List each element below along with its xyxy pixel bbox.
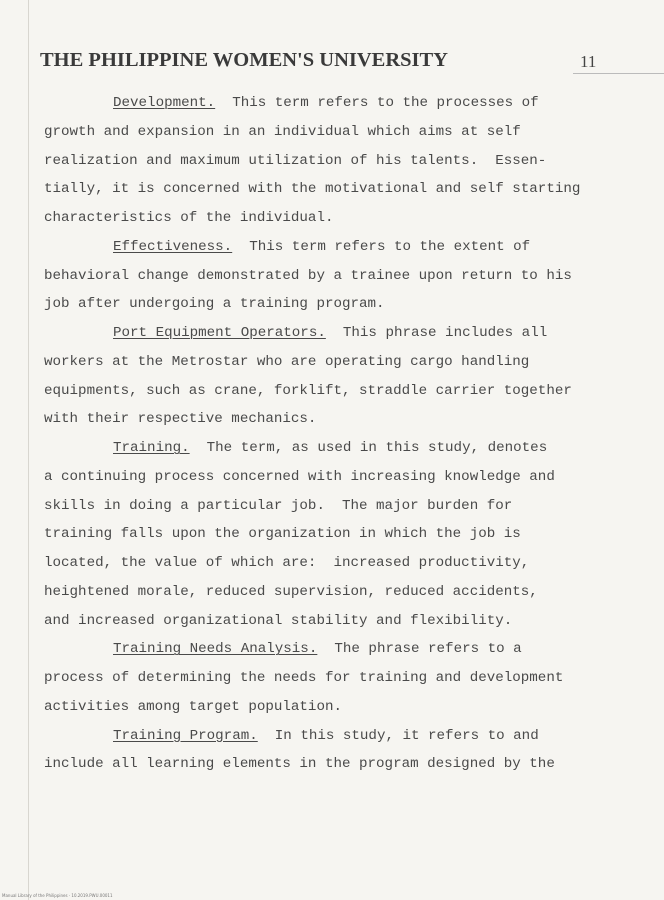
definition-training-program [44, 722, 614, 780]
definition-training-needs-analysis [44, 635, 614, 721]
text-line: workers at the Metrostar who are operating cargo handling [44, 353, 530, 370]
text-line: a continuing process concerned with increasing knowledge and [44, 468, 555, 485]
text-line: skills in doing a particular job. The major burden for [44, 497, 513, 514]
definition-text: The term, as used in this study, denotes [189, 440, 548, 456]
definition-first-line [44, 434, 614, 463]
text-line: training falls upon the organization in which the job is [44, 526, 521, 543]
text-line: process of determining the needs for training and development [44, 670, 564, 686]
definition-first-line [44, 635, 614, 664]
definitions-body [44, 89, 614, 779]
university-name: THE PHILIPPINE WOMEN'S UNIVERSITY [40, 49, 448, 71]
margin-rule [28, 0, 29, 900]
text-line: located, the value of which are: increased productivity, [44, 555, 530, 571]
definition-text: The phrase refers to a [317, 641, 522, 658]
term-port-equipment-operators: Port Equipment Operators. [113, 325, 326, 341]
term-training-program: Training Program. [113, 727, 258, 744]
definition-text: This term refers to the extent of [232, 238, 531, 255]
definition-first-line [44, 722, 614, 751]
text-line: tially, it is concerned with the motivational and self starting [44, 181, 581, 198]
text-line: behavioral change demonstrated by a trainee upon return to his [44, 267, 572, 284]
term-training-needs-analysis: Training Needs Analysis. [113, 641, 318, 658]
term-training: Training. [113, 440, 190, 456]
definition-effectiveness [44, 233, 614, 319]
text-line: activities among target population. [44, 698, 342, 715]
definition-port-equipment-operators [44, 319, 614, 434]
text-line: realization and maximum utilization of his talents. Essen- [44, 152, 547, 169]
text-line: equipments, such as crane, forklift, straddle carrier together [44, 382, 572, 399]
page-header [40, 49, 640, 79]
text-line: growth and expansion in an individual which aims at self [44, 123, 521, 140]
definition-text: In this study, it refers to and [257, 727, 539, 744]
term-effectiveness: Effectiveness. [113, 238, 233, 255]
scan-footer-note: Manual Library of the Philippines · 10.2019.PWU.00011 [2, 893, 113, 898]
text-line: heightened morale, reduced supervision, reduced accidents, [44, 583, 538, 600]
definition-text: This term refers to the processes of [215, 95, 539, 111]
definition-first-line [44, 89, 614, 118]
term-development: Development. [113, 95, 216, 111]
header-rule [573, 73, 664, 74]
text-line: include all learning elements in the program designed by the [44, 756, 555, 773]
text-line: and increased organizational stability and flexibility. [44, 612, 513, 629]
definition-first-line [44, 233, 614, 262]
definition-text: This phrase includes all [325, 325, 548, 341]
definition-first-line [44, 319, 614, 348]
text-line: characteristics of the individual. [44, 210, 334, 226]
text-line: job after undergoing a training program. [44, 296, 385, 313]
text-line: with their respective mechanics. [44, 411, 317, 428]
definition-training [44, 434, 614, 635]
definition-development [44, 89, 614, 233]
page-number: 11 [580, 52, 597, 71]
